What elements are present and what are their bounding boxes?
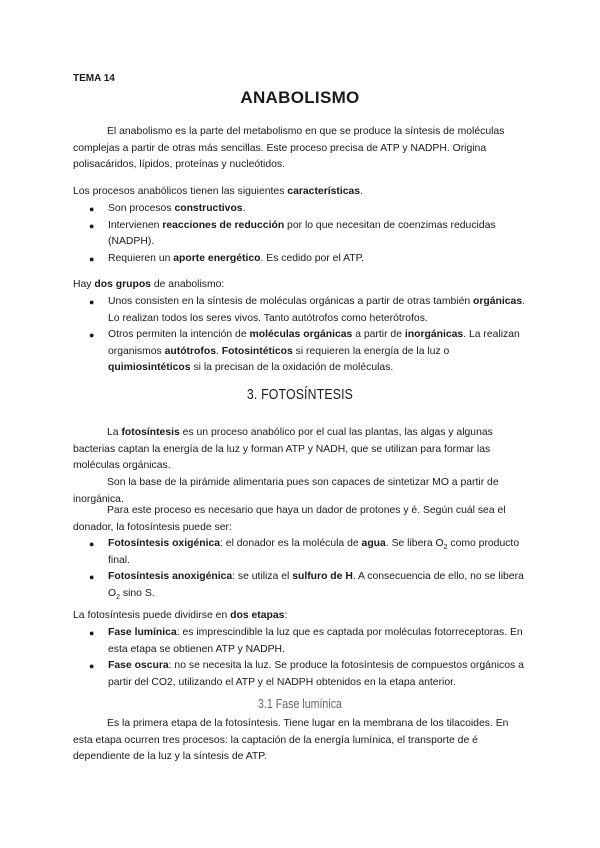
photosynthesis-types-list <box>73 536 528 602</box>
bullet-icon: ● <box>89 204 95 214</box>
bullet-icon: ● <box>89 220 95 231</box>
list-item: ● Unos consisten en la síntesis de moléculas orgánicas a partir de otras también orgánicas. Lo realizan todos los seres vivos. Tanto autótrofos como heterótrofos. <box>89 296 526 324</box>
list-item: ● Requieren un aporte energético. Es cedido por el ATP. <box>73 251 528 268</box>
photosynthesis-base-paragraph: Son la base de la pirámide alimentaria pues son capaces de sintetizar MO a partir de inorgánica. <box>73 477 499 505</box>
list-item: ● Intervienen reacciones de reducción por lo que necesitan de coenzimas reducidas (NADPH). <box>89 219 496 248</box>
bullet-icon: ● <box>89 297 95 307</box>
photosynthesis-donor-paragraph: Para este proceso es necesario que haya un dador de protones y é. Según cuál sea el donador, la fotosíntesis puede ser: <box>73 505 506 533</box>
topic-label: TEMA 14 <box>73 73 115 84</box>
bullet-icon: ● <box>89 330 95 341</box>
bullet-icon: ● <box>89 253 95 264</box>
stages-lead: La fotosíntesis puede dividirse en dos etapas: <box>73 610 288 621</box>
photosynthesis-definition: La fotosíntesis es un proceso anabólico por el cual las plantas, las algas y algunas bacterias captan la energía de la luz y forman ATP y NADH, que se utilizan para formar las moléculas orgánicas. <box>73 427 493 472</box>
page-title: ANABOLISMO <box>240 88 360 107</box>
bullet-icon: ● <box>89 628 95 638</box>
bullet-icon: ● <box>89 539 95 549</box>
bullet-icon: ● <box>89 572 95 583</box>
list-item: ● Fotosíntesis anoxigénica: se utiliza el sulfuro de H. A consecuencia de ello, no se libera $O_2$ sino S. <box>89 571 524 601</box>
luminous-phase-paragraph: Es la primera etapa de la fotosíntesis. Tiene lugar en la membrana de los tilacoides. En esta etapa ocurren tres procesos: la captación de la energía lumínica, el transporte de é dependiente de la luz y la síntesis de ATP. <box>73 718 509 763</box>
list-item: ● Fase lumínica: es imprescindible la luz que es captada por moléculas fotorreceptoras. En esta etapa se obtienen ATP y NADPH. <box>89 627 523 655</box>
stages-list <box>73 625 528 691</box>
intro-paragraph: El anabolismo es la parte del metabolismo en que se produce la síntesis de moléculas complejas a partir de otras más sencillas. Este proceso precisa de ATP y NADPH. Origina polisacáridos, lípidos, proteínas y nucleótidos. <box>73 126 505 171</box>
groups-list <box>73 294 528 377</box>
list-item: ● Otros permiten la intención de moléculas orgánicas a partir de inorgánicas. La realizan organismos autótrofos. Fotosintéticos si requieren la energía de la luz o quimiosintéticos si la precisan de la oxidación de moléculas. <box>89 329 520 374</box>
list-item: ● Fotosíntesis oxigénica: el donador es la molécula de agua. Se libera $O_2$ como producto final. <box>89 538 520 566</box>
bullet-icon: ● <box>89 661 95 672</box>
characteristics-list <box>73 201 528 267</box>
characteristics-lead: Los procesos anabólicos tienen las siguientes características. <box>73 186 363 197</box>
subsection-heading-fase-luminica: 3.1 Fase lumínica <box>258 697 342 711</box>
groups-lead: Hay dos grupos de anabolismo: <box>73 279 225 290</box>
list-item: ● Son procesos constructivos. <box>73 201 528 218</box>
list-item: ● Fase oscura: no se necesita la luz. Se produce la fotosíntesis de compuestos orgánicos a partir del CO2, utilizando el ATP y el NADPH obtenidos en la etapa anterior. <box>89 660 524 688</box>
section-heading-fotosintesis: 3. FOTOSÍNTESIS <box>246 386 354 403</box>
